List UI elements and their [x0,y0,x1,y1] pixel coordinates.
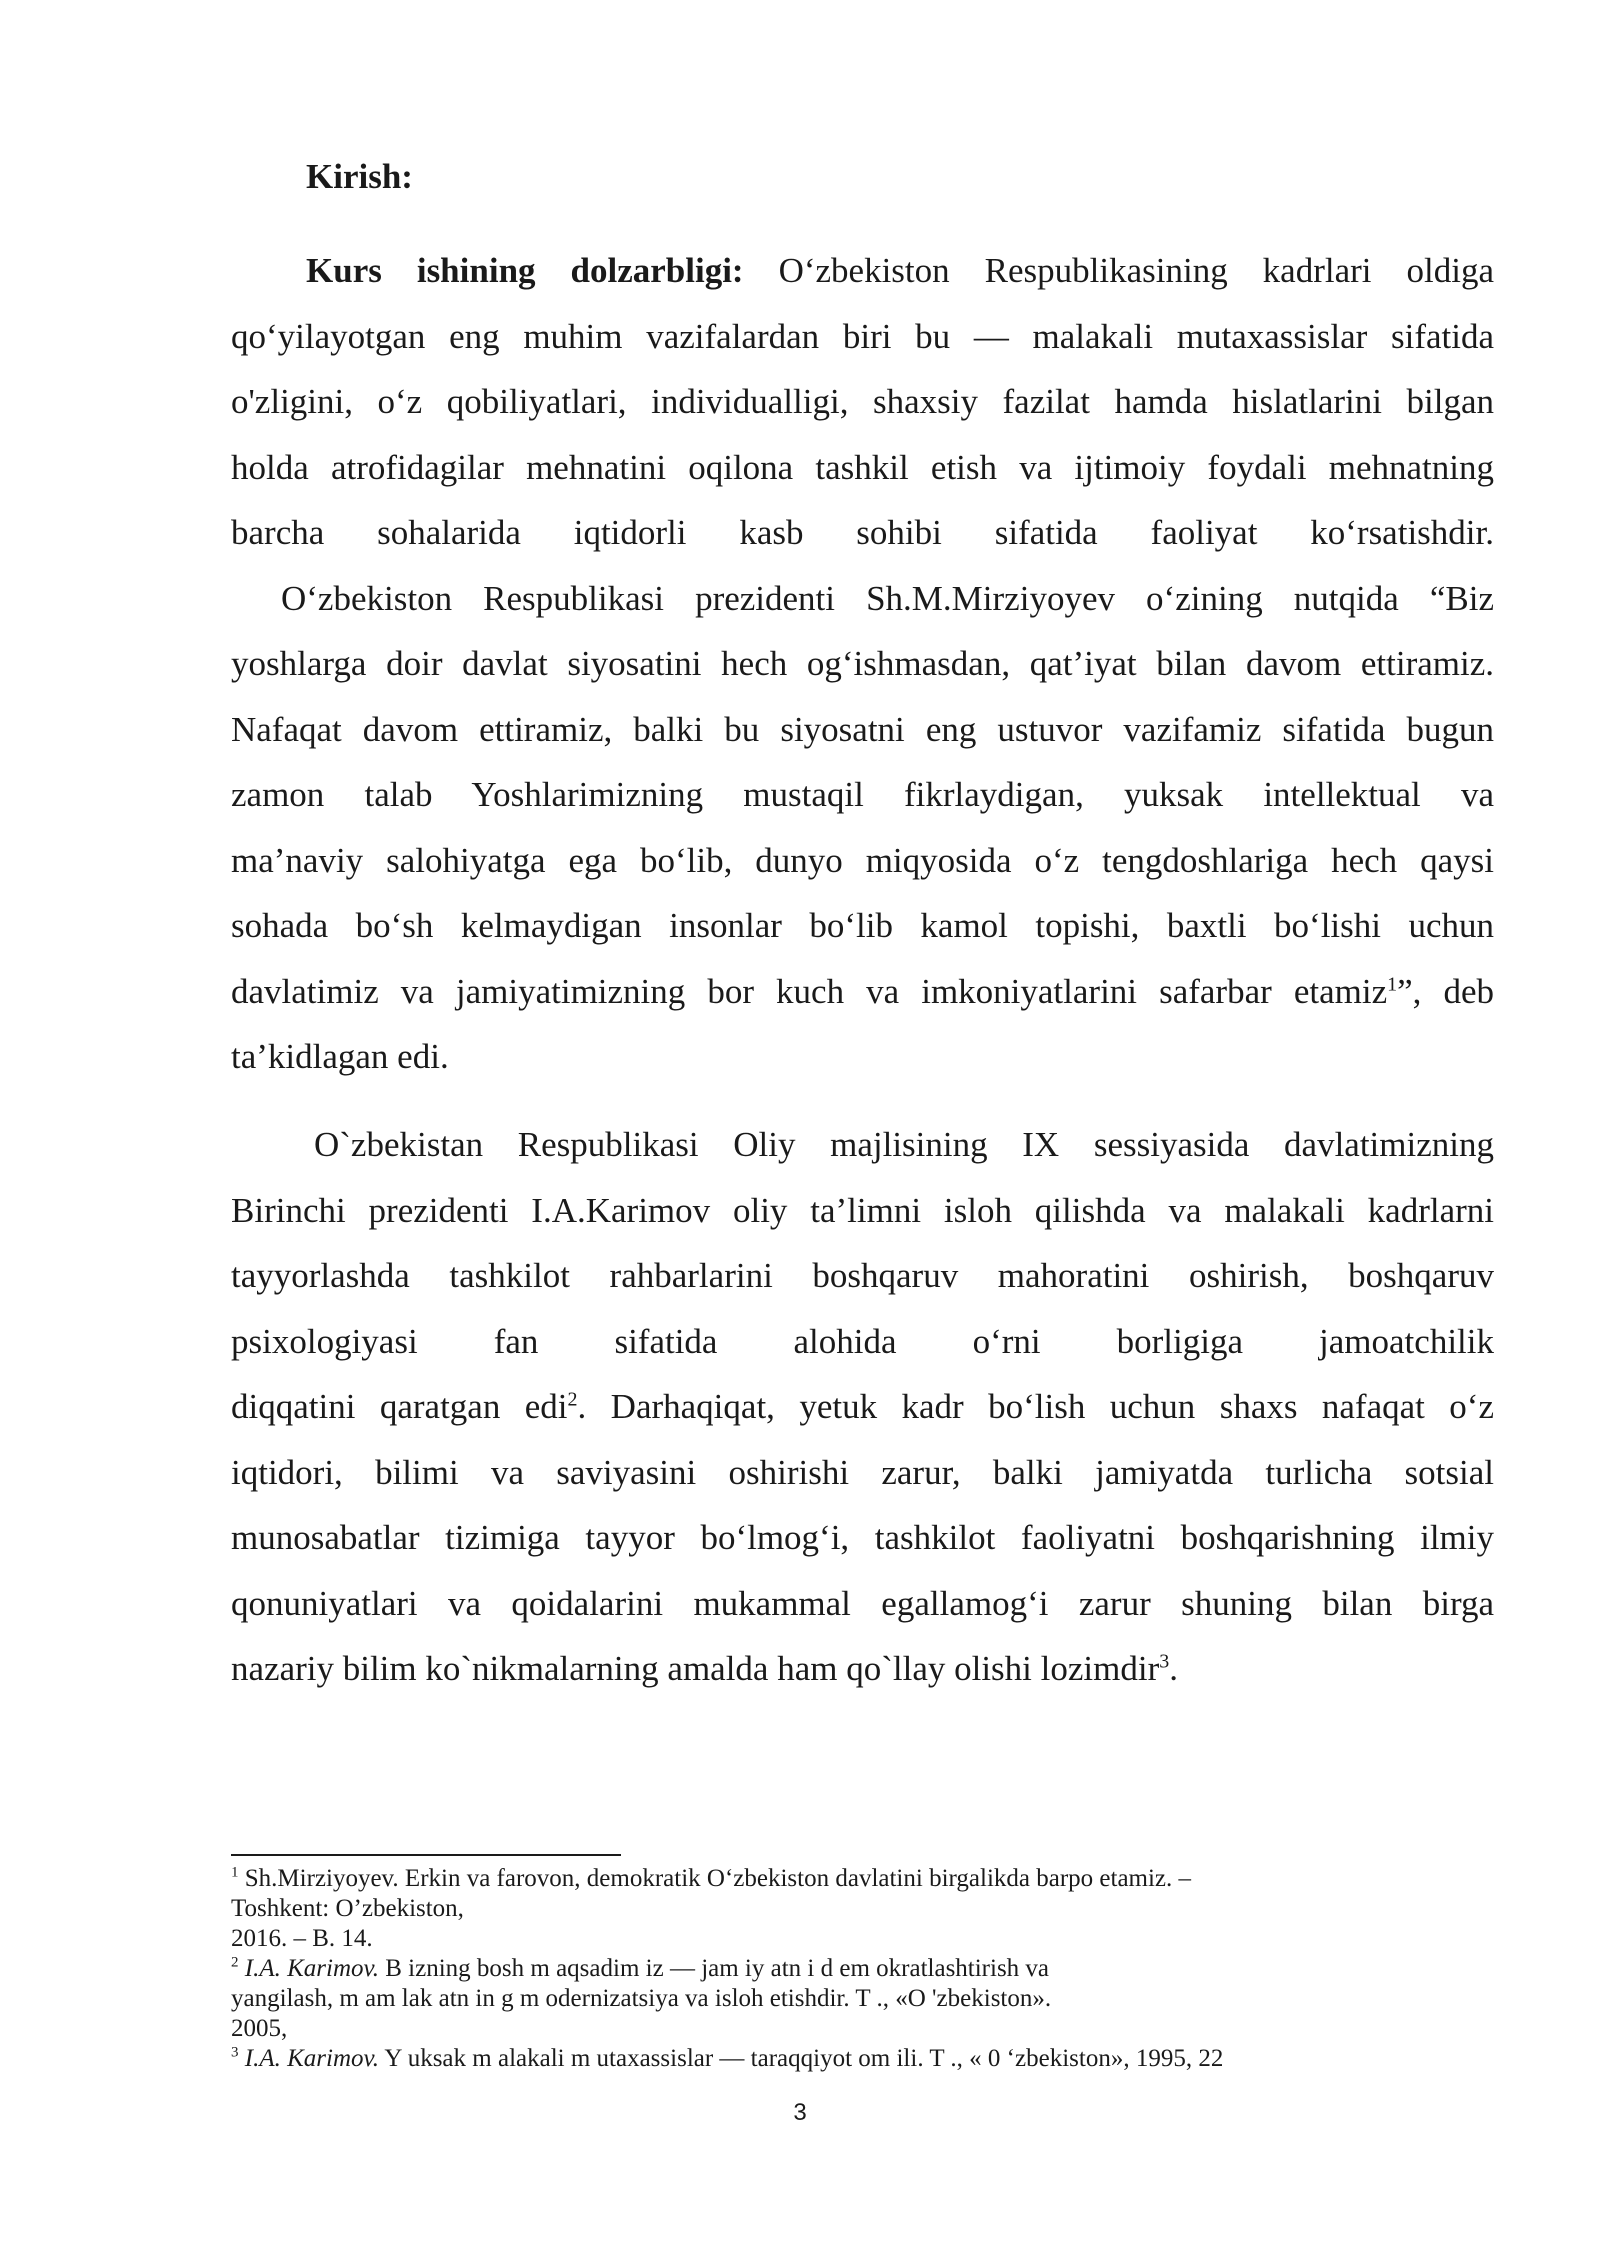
footnote-mark: 2 [231,1954,239,1971]
paragraph-line: qo‘yilayotgan eng muhim vazifalardan biri bu — malakali mutaxassislar sifatida [231,316,1494,356]
paragraph-line: tayyorlashda tashkilot rahbarlarini boshqaruv mahoratini oshirish, boshqaruv [231,1256,1494,1295]
paragraph-line: iqtidori, bilimi va saviyasini oshirishi zarur, balki jamiyatda turlicha sotsial [231,1452,1494,1492]
paragraph-line: ta’kidlagan edi. [231,1037,449,1076]
paragraph-line: O`zbekistan Respublikasi Oliy majlisining IX sessiyasida davlatimizning [314,1125,1494,1164]
paragraph-line: Kurs ishining dolzarbligi: O‘zbekiston Respublikasining kadrlari oldiga [306,251,1494,290]
paragraph-line: o'zligini, o‘z qobiliyatlari, individualligi, shaxsiy fazilat hamda hislatlarini bilgan [231,382,1494,421]
footnote-1: $^1$ Sh.Mirziyoyev. Erkin va farovon, demokratik O‘zbekiston davlatini birgalikda barpo etamiz. – [231,1864,1192,1892]
section-heading: Kirish: [306,157,413,196]
paragraph-line: nazariy bilim ko`nikmalarning amalda ham qo`llay olishi lozimdir$^3$. [231,1649,1178,1688]
footnote-separator [231,1854,621,1856]
paragraph-line: O‘zbekiston Respublikasi prezidenti Sh.M.Mirziyoyev o‘zining nutqida “Biz [281,578,1494,618]
footnote-mark: 3 [231,2044,239,2061]
paragraph-line: davlatimiz va jamiyatimizning bor kuch va imkoniyatlarini safarbar etamiz$^1$”, deb [231,971,1494,1011]
paragraph-line: sohada bo‘sh kelmaydigan insonlar bo‘lib kamol topishi, baxtli bo‘lishi uchun [231,906,1494,945]
footnote-2: $^2$ I.A. Karimov. B izning bosh m aqsadim iz — jam iy atn i d em okratlashtirish va [231,1954,1050,1982]
footnote-mark: 1 [231,1864,239,1881]
paragraph-line: yoshlarga doir davlat siyosatini hech og‘ishmasdan, qat’iyat bilan davom ettiramiz. [231,644,1494,683]
paragraph-line: holda atrofidagilar mehnatini oqilona tashkil etish va ijtimoiy foydali mehnatning [231,447,1494,487]
paragraph-line: zamon talab Yoshlarimizning mustaqil fikrlaydigan, yuksak intellektual va [231,775,1494,814]
paragraph-karimov [231,1112,1494,1702]
footnote-1-cont: 2016. – B. 14. [231,1925,373,1952]
footnote-3: $^3$ I.A. Karimov. Y uksak m alakali m utaxassislar — taraqqiyot om ili. T ., « 0 ‘zbekiston», 1995, 22 [231,2044,1224,2072]
footnote-ref-3[interactable]: 3 [1159,1650,1170,1673]
paragraph-line: Birinchi prezidenti I.A.Karimov oliy ta’limni isloh qilishda va malakali kadrlarni [231,1190,1494,1230]
footnotes [231,1864,1494,2074]
paragraph-relevance [231,238,1494,1090]
paragraph-line: Nafaqat davom ettiramiz, balki bu siyosatni eng ustuvor vazifamiz sifatida bugun [231,709,1494,749]
paragraph-line: barcha sohalarida iqtidorli kasb sohibi sifatida faoliyat ko‘rsatishdir. [231,513,1494,552]
paragraph-line: munosabatlar tizimiga tayyor bo‘lmog‘i, tashkilot faoliyatni boshqarishning ilmiy [231,1518,1494,1557]
footnote-2-cont: 2005, [231,2015,288,2042]
paragraph-line: qonuniyatlari va qoidalarini mukammal egallamog‘i zarur shuning bilan birga [231,1583,1494,1623]
footnote-2-cont: yangilash, m am lak atn in g m odernizatsiya va isloh etishdir. T ., «O 'zbekiston». [231,1985,1052,2012]
footnote-ref-2[interactable]: 2 [567,1388,578,1411]
footnote-1-cont: Toshkent: O’zbekiston, [231,1895,464,1922]
page-number: 3 [793,2099,807,2126]
footnote-ref-1[interactable]: 1 [1387,972,1398,995]
paragraph-line: diqqatini qaratgan edi$^2$. Darhaqiqat, yetuk kadr bo‘lish uchun shaxs nafaqat o‘z [231,1387,1494,1426]
lead-label: Kurs ishining dolzarbligi: [306,251,744,290]
paragraph-line: psixologiyasi fan sifatida alohida o‘rni borligiga jamoatchilik [231,1321,1494,1361]
paragraph-line: ma’naviy salohiyatga ega bo‘lib, dunyo miqyosida o‘z tengdoshlariga hech qaysi [231,840,1494,880]
